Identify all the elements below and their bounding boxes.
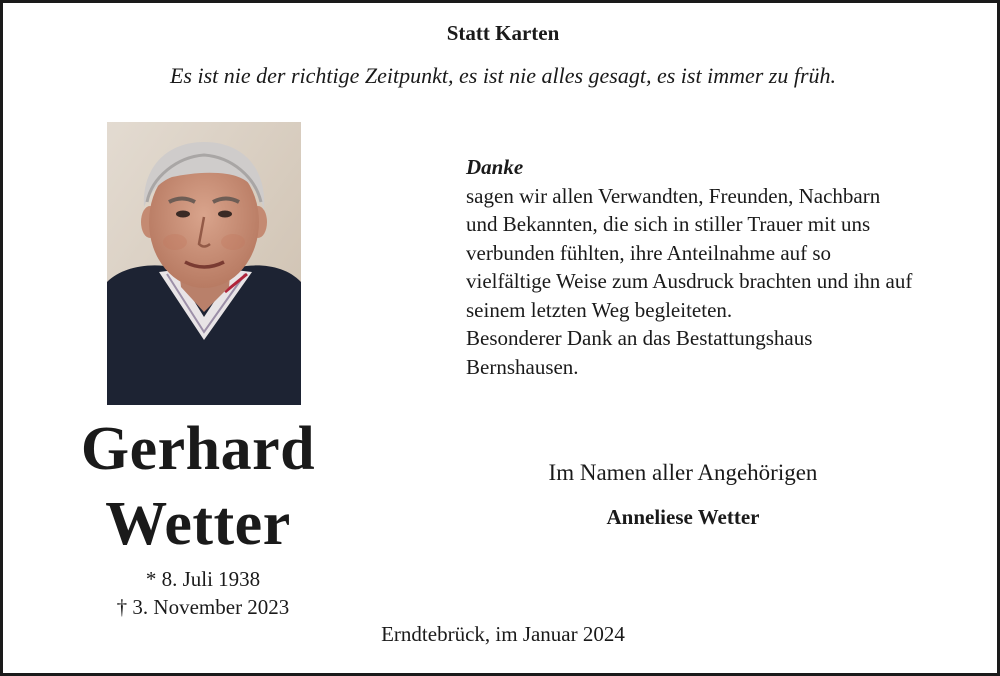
portrait-photo — [107, 122, 301, 405]
motto: Es ist nie der richtige Zeitpunkt, es ist nie alles gesagt, es ist immer zu früh. — [169, 63, 837, 88]
thanks-text-block — [466, 153, 966, 381]
thanks-line: und Bekannten, die sich in stiller Trauer mit uns — [466, 212, 871, 236]
thanks-line: Besonderer Dank an das Bestattungshaus — [466, 326, 813, 350]
signature-intro: Im Namen aller Angehörigen — [548, 460, 818, 485]
deceased-first-name: Gerhard — [80, 415, 316, 483]
birth-date: * 8. Juli 1938 — [145, 567, 261, 591]
header-title: Statt Karten — [446, 21, 560, 45]
deceased-last-name: Wetter — [105, 490, 291, 558]
thanks-line: verbunden fühlten, ihre Anteilnahme auf so — [466, 240, 832, 265]
thanks-line: Bernshausen. — [466, 354, 579, 379]
signature-name: Anneliese Wetter — [606, 505, 760, 529]
thanks-line: seinem letzten Weg begleiteten. — [466, 297, 733, 322]
death-date: † 3. November 2023 — [116, 595, 290, 619]
thanks-line: sagen wir allen Verwandten, Freunden, Nachbarn — [466, 183, 881, 208]
thanks-line: vielfältige Weise zum Ausdruck brachten und ihn auf — [466, 269, 913, 293]
thanks-heading: Danke — [466, 155, 524, 179]
place-date: Erndtebrück, im Januar 2024 — [381, 622, 625, 646]
